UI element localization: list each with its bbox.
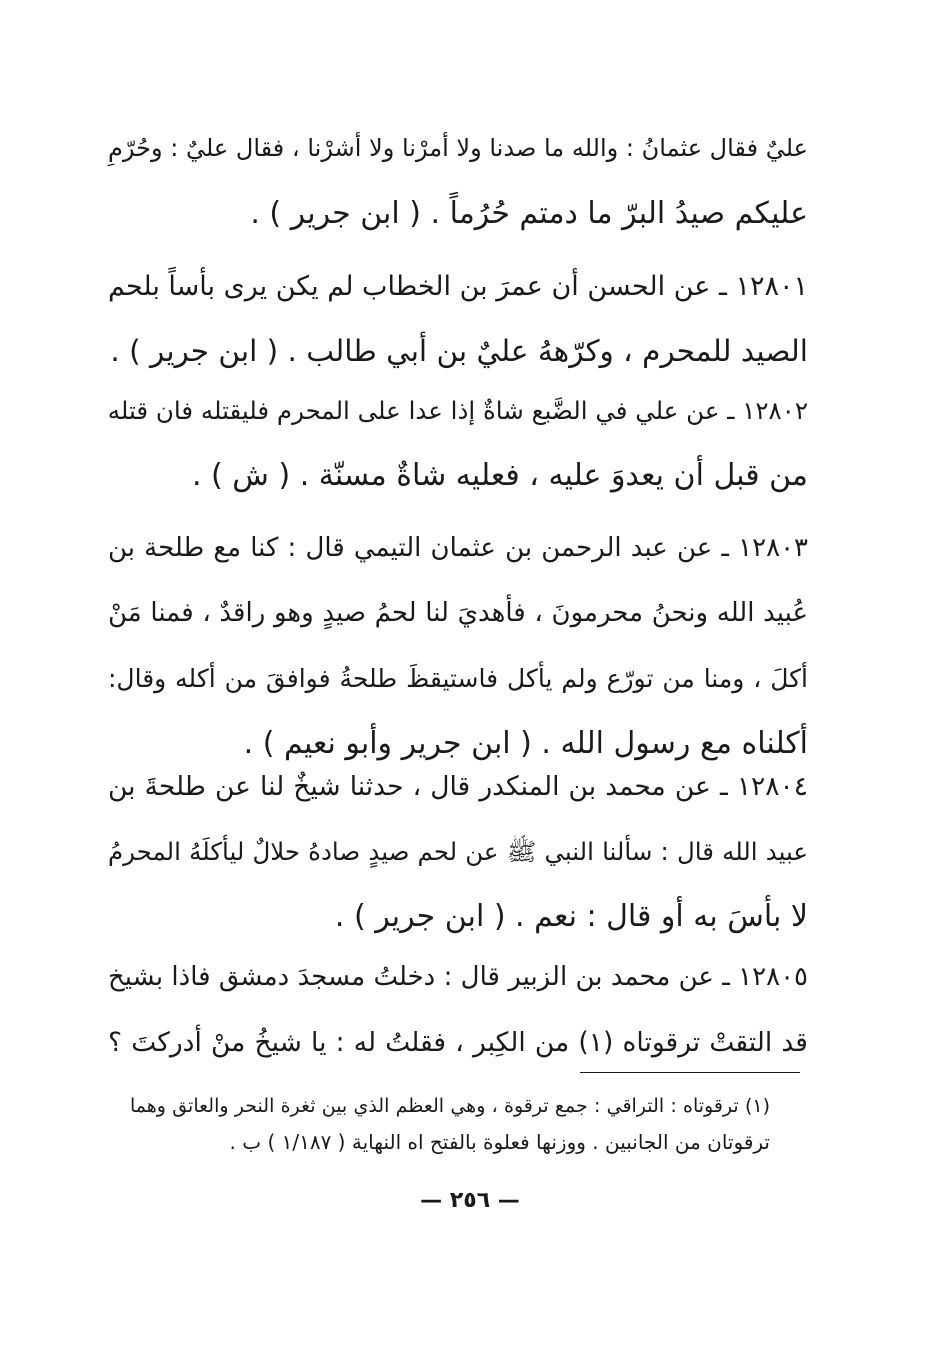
text-line: قد التقتْ ترقوتاه (١) من الكِبر ، فقلتُ له : يا شيخُ منْ أدركتَ ؟ (108, 1027, 808, 1058)
footnote-line: (١) ترقوتاه : التراقي : جمع ترقوة ، وهي العظم الذي بين ثغرة النحر والعاتق وهما (130, 1095, 770, 1117)
footnote (130, 1088, 770, 1160)
text-line: من قبل أن يعدوَ عليه ، فعليه شاةٌ مسنّة . ( ش ) . (191, 458, 808, 493)
text-line: عليكم صيدُ البرّ ما دمتم حُرُماً . ( ابن جرير ) . (250, 196, 808, 231)
page-number: — ٢٥٦ — (420, 1188, 520, 1213)
main-text (108, 116, 808, 246)
text-line: أكلَ ، ومنا من تورّع ولم يأكل فاستيقظَ طلحةُ فوافقَ من أكله وقال: (108, 664, 808, 693)
text-line: عبيد الله قال : سألنا النبي ﷺ عن لحم صيدٍ صادهُ حلالٌ ليأكلَهُ المحرمُ (108, 837, 808, 866)
entry-12801 (108, 254, 808, 384)
text-line: أكلناه مع رسول الله . ( ابن جرير وأبو نعيم ) . (243, 726, 808, 761)
text-line: ١٢٨٠٣ ـ عن عبد الرحمن بن عثمان التيمي قال : كنا مع طلحة بن (108, 533, 808, 563)
text-line: ١٢٨٠١ ـ عن الحسن أن عمرَ بن الخطاب لم يكن يرى بأساً بلحم (107, 271, 808, 302)
text-line: ١٢٨٠٥ ـ عن محمد بن الزبير قال : دخلتُ مسجدَ دمشق فاذا بشيخ (108, 962, 808, 992)
footnote-divider (580, 1072, 800, 1073)
text-line: عُبيد الله ونحنُ محرمونَ ، فأهديَ لنا لحمُ صيدٍ وهو راقدٌ ، فمنا مَنْ (108, 598, 808, 628)
text-line: الصيد للمحرم ، وكرّههُ عليٌ بن أبي طالب . ( ابن جرير ) . (110, 334, 808, 368)
text-line: لا بأسَ به أو قال : نعم . ( ابن جرير ) . (334, 899, 808, 934)
text-line: عليٌ فقال عثمانُ : والله ما صدنا ولا أمرْنا ولا أشرْنا ، فقال عليٌ : وحُرّمِ (108, 134, 808, 162)
entry-12805 (108, 945, 808, 1075)
entry-12803 (108, 516, 808, 776)
entry-12802 (108, 378, 808, 508)
footnote-line: ترقوتان من الجانبين . ووزنها فعلوة بالفتح اه النهاية ( ١/١٨٧ ) ب . (229, 1130, 770, 1154)
text-line: ١٢٨٠٤ ـ عن محمد بن المنكدر قال ، حدثنا شيخٌ لنا عن طلحةَ بن (108, 771, 808, 802)
text-line: ١٢٨٠٢ ـ عن علي في الضَّبع شاةٌ إذا عدا على المحرم فليقتله فان قتله (107, 396, 808, 425)
entry-12804 (108, 754, 808, 949)
